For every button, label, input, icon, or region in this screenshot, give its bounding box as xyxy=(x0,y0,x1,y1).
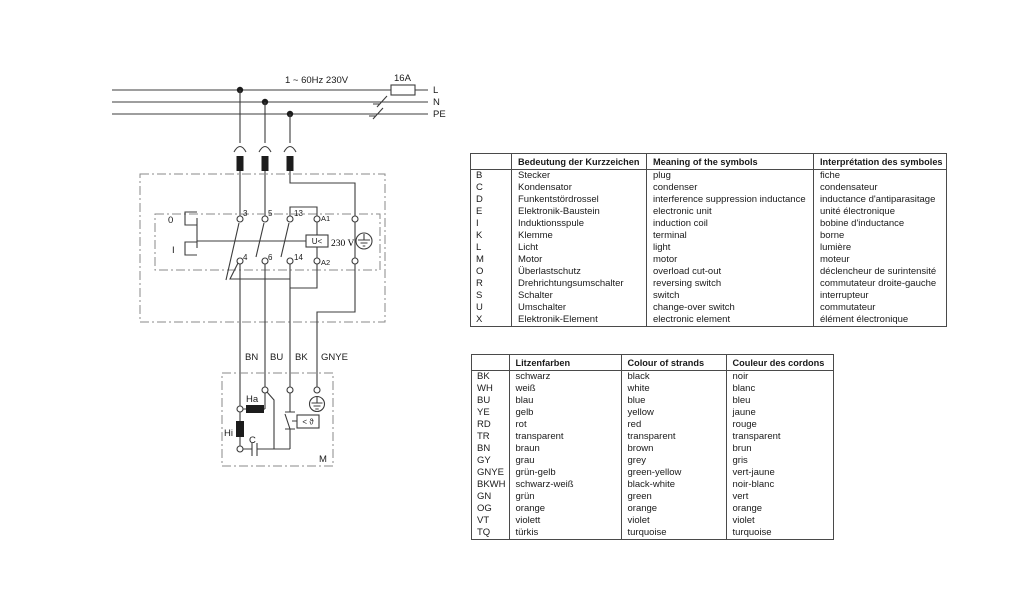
capacitor-label: C xyxy=(249,435,256,446)
table-cell: gris xyxy=(732,455,748,466)
table-row xyxy=(472,395,834,407)
table-row xyxy=(471,206,947,218)
table-header-row xyxy=(472,355,834,371)
table-row xyxy=(472,419,834,431)
symbols-header-fr: Interprétation des symboles xyxy=(814,154,947,170)
fuse-icon xyxy=(391,85,415,95)
wire-labels xyxy=(245,352,348,363)
line-pe-label: PE xyxy=(433,109,446,120)
colors-table xyxy=(471,354,834,540)
coil-voltage-label: 230 V xyxy=(331,239,355,249)
colors-header-en: Colour of strands xyxy=(621,355,726,371)
table-cell: interference suppression inductance xyxy=(647,194,814,206)
table-cell: violet xyxy=(732,515,755,526)
table-row xyxy=(472,455,834,467)
line-n-label: N xyxy=(433,97,440,108)
wire-bn-label: BN xyxy=(245,352,259,363)
table-cell: bleu xyxy=(732,395,751,406)
table-cell: violett xyxy=(509,515,621,527)
table-cell: Schalter xyxy=(512,290,647,302)
motor-terminal xyxy=(237,406,243,412)
table-cell: blau xyxy=(509,395,621,407)
table-cell: élément électronique xyxy=(820,314,909,325)
table-row xyxy=(472,371,834,384)
table-cell: change-over switch xyxy=(647,302,814,314)
table-row xyxy=(471,314,947,327)
table-cell: O xyxy=(471,266,512,278)
table-cell: Elektronik-Element xyxy=(512,314,647,327)
motor-terminal xyxy=(314,387,320,393)
table-cell: reversing switch xyxy=(647,278,814,290)
table-cell: orange xyxy=(732,503,763,514)
motor-terminal xyxy=(237,446,243,452)
table-cell: rouge xyxy=(732,419,757,430)
wire-gnye-label: GNYE xyxy=(321,352,348,363)
motor-terminal xyxy=(287,387,293,393)
table-row xyxy=(471,170,947,183)
table-cell: brun xyxy=(732,443,752,454)
contact-terminal xyxy=(287,216,293,222)
contact-terminal xyxy=(352,216,358,222)
wire-segment xyxy=(267,392,274,449)
contact-label: 3 xyxy=(243,209,248,218)
table-cell: OG xyxy=(472,503,510,515)
table-cell: light xyxy=(647,242,814,254)
plug-connectors xyxy=(234,90,355,216)
table-cell: borne xyxy=(820,230,845,241)
table-row xyxy=(472,491,834,503)
table-cell: TR xyxy=(472,431,510,443)
plug-socket-icon xyxy=(259,147,271,153)
symbols-header-de: Bedeutung der Kurzzeichen xyxy=(512,154,647,170)
table-header-row xyxy=(471,154,947,170)
table-cell: U xyxy=(471,302,512,314)
table-cell: transparent xyxy=(621,431,726,443)
table-cell: M xyxy=(471,254,512,266)
contact-terminal xyxy=(314,216,320,222)
table-cell: electronic element xyxy=(647,314,814,327)
table-cell: türkis xyxy=(509,527,621,540)
table-row xyxy=(471,302,947,314)
table-cell: transparent xyxy=(732,431,781,442)
table-cell: BN xyxy=(472,443,510,455)
table-cell: grau xyxy=(509,455,621,467)
table-cell: S xyxy=(471,290,512,302)
table-cell: interrupteur xyxy=(820,290,869,301)
table-row xyxy=(471,194,947,206)
contact-terminal xyxy=(314,258,320,264)
fuse-label: 16A xyxy=(394,73,411,84)
table-cell: E xyxy=(471,206,512,218)
table-row xyxy=(472,527,834,540)
table-cell: YE xyxy=(472,407,510,419)
table-cell: C xyxy=(471,182,512,194)
table-cell: L xyxy=(471,242,512,254)
table-cell: Motor xyxy=(512,254,647,266)
contact-label: 4 xyxy=(243,253,248,262)
table-row xyxy=(471,230,947,242)
table-row xyxy=(471,266,947,278)
contact-label: A2 xyxy=(321,258,331,267)
table-cell: orange xyxy=(621,503,726,515)
table-cell: fiche xyxy=(820,170,841,181)
thermal-contact-icon xyxy=(285,393,297,449)
table-cell: noir-blanc xyxy=(732,479,775,490)
table-cell: condensateur xyxy=(820,182,878,193)
table-cell: X xyxy=(471,314,512,327)
switch-on-label: I xyxy=(172,245,175,256)
table-cell: Funkentstördrossel xyxy=(512,194,647,206)
table-cell: commutateur droite-gauche xyxy=(820,278,937,289)
table-cell: BU xyxy=(472,395,510,407)
table-cell: lumière xyxy=(820,242,852,253)
table-cell: plug xyxy=(647,170,814,183)
table-cell: red xyxy=(621,419,726,431)
table-cell: Klemme xyxy=(512,230,647,242)
table-cell: brown xyxy=(621,443,726,455)
plug-pin-icon xyxy=(262,156,269,171)
table-row xyxy=(471,290,947,302)
table-cell: Induktionsspule xyxy=(512,218,647,230)
contact-label: 5 xyxy=(268,209,273,218)
table-cell: vert xyxy=(732,491,749,502)
undervoltage-label: U< xyxy=(311,237,323,246)
table-cell: motor xyxy=(647,254,814,266)
main-winding-label: Hi xyxy=(224,428,233,439)
symbols-header-blank xyxy=(471,154,512,170)
wire-gnye xyxy=(317,264,355,387)
switch-blade xyxy=(226,223,289,280)
wire-segment xyxy=(290,264,317,288)
table-cell: Kondensator xyxy=(512,182,647,194)
table-cell: white xyxy=(621,383,726,395)
table-cell: Elektronik-Baustein xyxy=(512,206,647,218)
table-cell: yellow xyxy=(621,407,726,419)
table-cell: weiß xyxy=(509,383,621,395)
table-cell: terminal xyxy=(647,230,814,242)
colors-header-de: Litzenfarben xyxy=(509,355,621,371)
table-cell: schwarz xyxy=(509,371,621,384)
table-cell: gelb xyxy=(509,407,621,419)
table-row xyxy=(472,479,834,491)
table-cell: BK xyxy=(472,371,510,384)
table-cell: Stecker xyxy=(512,170,647,183)
table-row xyxy=(472,467,834,479)
supply-label: 1 ~ 60Hz 230V xyxy=(285,75,349,86)
symbols-table xyxy=(470,153,947,327)
table-cell: WH xyxy=(472,383,510,395)
motor-terminal xyxy=(262,387,268,393)
plug-socket-icon xyxy=(234,147,246,153)
table-cell: blanc xyxy=(732,383,756,394)
table-cell: transparent xyxy=(509,431,621,443)
wire-bu-label: BU xyxy=(270,352,284,363)
contact-terminal xyxy=(287,258,293,264)
table-cell: turquoise xyxy=(621,527,726,540)
colors-header-blank xyxy=(472,355,510,371)
table-cell: black-white xyxy=(621,479,726,491)
table-cell: VT xyxy=(472,515,510,527)
table-cell: braun xyxy=(509,443,621,455)
table-cell: condenser xyxy=(647,182,814,194)
switch-unit xyxy=(168,207,372,406)
plug-socket-icon xyxy=(284,147,296,153)
table-cell: D xyxy=(471,194,512,206)
table-row xyxy=(471,242,947,254)
table-cell: inductance d'antiparasitage xyxy=(820,194,936,205)
table-cell: grey xyxy=(621,455,726,467)
table-cell: BKWH xyxy=(472,479,510,491)
table-cell: Überlastschutz xyxy=(512,266,647,278)
table-row xyxy=(472,443,834,455)
table-cell: black xyxy=(621,371,726,384)
table-cell: rot xyxy=(509,419,621,431)
table-cell: B xyxy=(471,170,512,183)
table-cell: Umschalter xyxy=(512,302,647,314)
table-row xyxy=(471,254,947,266)
table-cell: unité électronique xyxy=(820,206,895,217)
table-row xyxy=(472,503,834,515)
table-cell: RD xyxy=(472,419,510,431)
aux-winding-label: Ha xyxy=(246,394,259,405)
switch-off-label: 0 xyxy=(168,215,174,226)
table-cell: electronic unit xyxy=(647,206,814,218)
main-winding-icon xyxy=(236,421,244,437)
table-cell: moteur xyxy=(820,254,850,265)
table-cell: déclencheur de surintensité xyxy=(820,266,937,277)
table-row xyxy=(471,278,947,290)
contact-label: 6 xyxy=(268,253,273,262)
table-cell: Drehrichtungsumschalter xyxy=(512,278,647,290)
table-cell: induction coil xyxy=(647,218,814,230)
line-l-label: L xyxy=(433,85,439,96)
table-cell: turquoise xyxy=(732,527,772,538)
table-cell: GNYE xyxy=(472,467,510,479)
table-cell: R xyxy=(471,278,512,290)
contact-label: A1 xyxy=(321,214,331,223)
table-cell: green-yellow xyxy=(621,467,726,479)
plug-pin-icon xyxy=(237,156,244,171)
table-row xyxy=(472,431,834,443)
table-cell: switch xyxy=(647,290,814,302)
table-cell: orange xyxy=(509,503,621,515)
table-cell: jaune xyxy=(732,407,756,418)
table-cell: GN xyxy=(472,491,510,503)
wire-segment xyxy=(230,263,290,279)
table-cell: K xyxy=(471,230,512,242)
table-cell: grün xyxy=(509,491,621,503)
table-cell: I xyxy=(471,218,512,230)
table-cell: bobine d'inductance xyxy=(820,218,905,229)
table-cell: TQ xyxy=(472,527,510,540)
table-cell: noir xyxy=(732,371,749,382)
actuator-icon xyxy=(185,212,197,255)
table-cell: Licht xyxy=(512,242,647,254)
table-cell: green xyxy=(621,491,726,503)
contact-label: 13 xyxy=(294,209,303,218)
table-row xyxy=(472,383,834,395)
thermal-label: < ϑ xyxy=(302,417,314,427)
table-cell: grün-gelb xyxy=(509,467,621,479)
table-cell: GY xyxy=(472,455,510,467)
aux-winding-icon xyxy=(246,405,264,413)
table-row xyxy=(472,515,834,527)
motor-label: M xyxy=(319,454,327,465)
contact-label: 14 xyxy=(294,253,303,262)
power-lines xyxy=(112,73,446,120)
plug-pin-icon xyxy=(287,156,294,171)
wire-bk-label: BK xyxy=(295,352,308,363)
table-cell: violet xyxy=(621,515,726,527)
table-cell: schwarz-weiß xyxy=(509,479,621,491)
table-row xyxy=(471,218,947,230)
table-cell: blue xyxy=(621,395,726,407)
colors-header-fr: Couleur des cordons xyxy=(726,355,833,371)
table-cell: vert-jaune xyxy=(732,467,775,478)
table-row xyxy=(471,182,947,194)
table-row xyxy=(472,407,834,419)
table-cell: overload cut-out xyxy=(647,266,814,278)
table-cell: commutateur xyxy=(820,302,876,313)
contact-terminal xyxy=(352,258,358,264)
symbols-header-en: Meaning of the symbols xyxy=(647,154,814,170)
